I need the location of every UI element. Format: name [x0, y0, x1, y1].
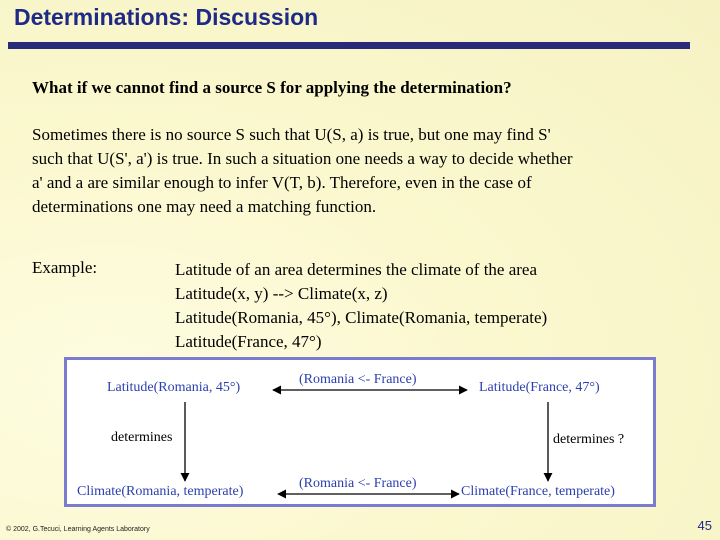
analogy-diagram [64, 357, 656, 507]
paragraph-line: determinations one may need a matching function. [32, 197, 377, 216]
climate-france-node: Climate(France, temperate) [461, 484, 615, 499]
latitude-france-node: Latitude(France, 47°) [479, 380, 600, 395]
title-underline [8, 42, 690, 49]
bottom-mapping-label: (Romania <- France) [299, 476, 417, 491]
paragraph-line: such that U(S', a') is true. In such a situation one needs a way to decide whether [32, 149, 573, 168]
explanation-paragraph [32, 123, 692, 219]
example-line: Latitude of an area determines the climate of the area [175, 260, 538, 279]
paragraph-line: Sometimes there is no source S such that U(S, a) is true, but one may find S' [32, 125, 551, 144]
page-number: 45 [697, 518, 712, 533]
slide-title: Determinations: Discussion [14, 4, 319, 30]
latitude-romania-node: Latitude(Romania, 45°) [107, 380, 241, 395]
example-line: Latitude(x, y) --> Climate(x, z) [175, 284, 388, 303]
determines-label: determines [111, 430, 173, 445]
paragraph-line: a' and a are similar enough to infer V(T, b). Therefore, even in the case of [32, 173, 532, 192]
example-line: Latitude(France, 47°) [175, 332, 322, 351]
determines-question-label: determines ? [553, 432, 625, 447]
climate-romania-node: Climate(Romania, temperate) [77, 484, 244, 499]
example-label: Example: [32, 258, 98, 277]
copyright-footer: © 2002, G.Tecuci, Learning Agents Laboratory [6, 526, 150, 533]
top-mapping-label: (Romania <- France) [299, 372, 417, 387]
example-line: Latitude(Romania, 45°), Climate(Romania, temperate) [175, 308, 548, 327]
discussion-question: What if we cannot find a source S for applying the determination? [32, 78, 512, 97]
example-lines [175, 258, 547, 354]
